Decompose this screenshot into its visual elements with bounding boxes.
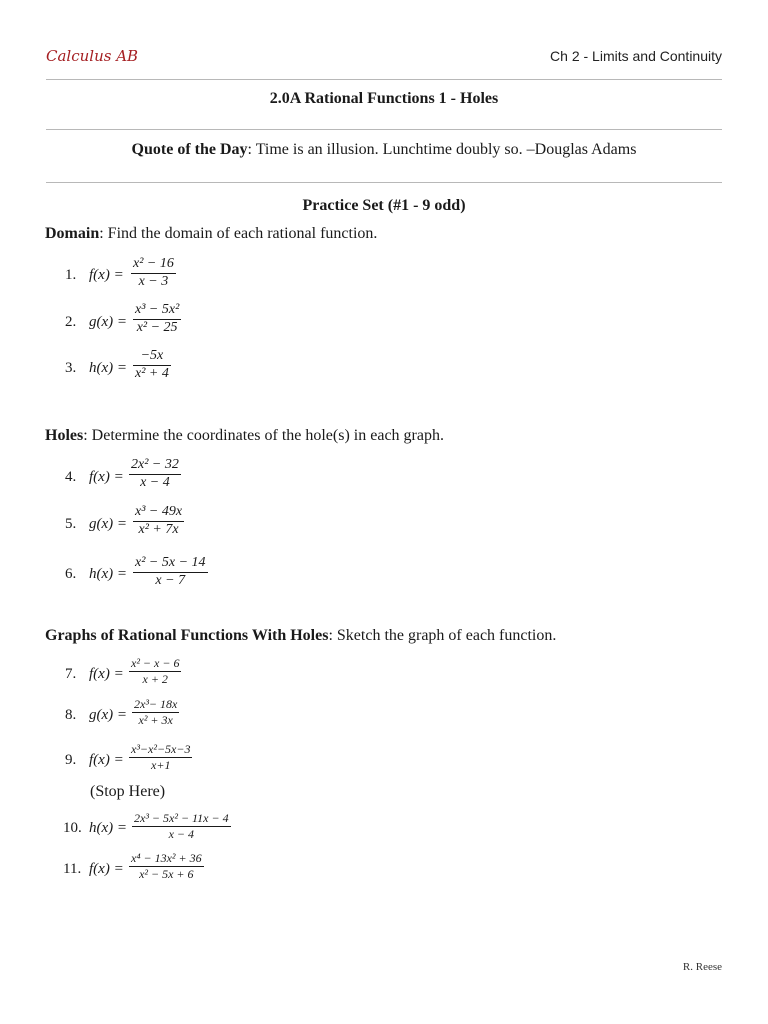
- numerator: x² − 16: [131, 256, 176, 274]
- denominator: x+1: [151, 758, 171, 772]
- section-graphs: [45, 627, 556, 645]
- divider: [46, 182, 722, 183]
- denominator: x² − 5x + 6: [139, 867, 194, 881]
- fraction: [129, 851, 204, 882]
- numerator: x³ − 49x: [133, 504, 184, 522]
- denominator: x − 4: [140, 475, 170, 490]
- problem-number: 1.: [65, 267, 77, 283]
- fraction: [129, 742, 192, 773]
- numerator: x⁴ − 13x² + 36: [131, 851, 202, 865]
- numerator: x² − 5x − 14: [133, 555, 208, 573]
- function-name: f(x) =: [89, 666, 124, 682]
- denominator: x − 7: [155, 573, 186, 588]
- fraction: [133, 504, 184, 538]
- fraction: [132, 697, 179, 728]
- section-holes: [45, 427, 444, 445]
- function-name: h(x) =: [89, 820, 128, 836]
- function-name: g(x) =: [89, 707, 128, 723]
- problem-number: 3.: [65, 360, 77, 376]
- problem-number: 6.: [65, 566, 77, 582]
- denominator: x² − 25: [136, 320, 178, 335]
- problem-number: 7.: [65, 666, 77, 682]
- section-instruction: : Find the domain of each rational function.: [99, 225, 378, 242]
- fraction: [132, 811, 231, 842]
- fraction: [131, 256, 176, 290]
- author-name: R. Reese: [682, 961, 722, 973]
- divider: [46, 79, 722, 80]
- function-name: f(x) =: [89, 267, 124, 283]
- numerator: x³−x²−5x−3: [131, 742, 191, 756]
- problem-number: 9.: [65, 752, 77, 768]
- function-name: f(x) =: [89, 752, 124, 768]
- fraction: [129, 656, 181, 687]
- quote-label: Quote of the Day: [131, 141, 248, 158]
- problem-number: 8.: [65, 707, 77, 723]
- function-name: f(x) =: [89, 469, 124, 485]
- divider: [46, 129, 722, 130]
- function-name: g(x) =: [89, 516, 128, 532]
- section-label: Domain: [45, 225, 100, 242]
- numerator: x² − x − 6: [131, 656, 180, 670]
- numerator: −5x: [133, 348, 171, 366]
- problem-number: 10.: [63, 820, 82, 836]
- problem-number: 11.: [63, 861, 82, 877]
- section-label: Graphs of Rational Functions With Holes: [45, 627, 329, 644]
- quote-text: : Time is an illusion. Lunchtime doubly so. –Douglas Adams: [247, 141, 637, 158]
- problem-number: 5.: [65, 516, 77, 532]
- numerator: 2x³− 18x: [134, 697, 178, 711]
- fraction: [129, 457, 181, 491]
- numerator: x³ − 5x²: [133, 302, 181, 320]
- fraction: [133, 302, 181, 336]
- fraction: [133, 555, 208, 589]
- lesson-title: 2.0A Rational Functions 1 - Holes: [269, 90, 499, 107]
- function-name: h(x) =: [89, 566, 128, 582]
- quote-of-the-day: [46, 141, 722, 159]
- section-label: Holes: [45, 427, 84, 444]
- function-name: f(x) =: [89, 861, 124, 877]
- denominator: x − 3: [138, 274, 169, 289]
- section-instruction: : Determine the coordinates of the hole(s) in each graph.: [83, 427, 444, 444]
- denominator: x² + 3x: [138, 713, 173, 727]
- numerator: 2x³ − 5x² − 11x − 4: [134, 811, 229, 825]
- function-name: h(x) =: [89, 360, 128, 376]
- fraction: [133, 348, 171, 382]
- numerator: 2x² − 32: [129, 457, 181, 475]
- denominator: x² + 4: [135, 366, 169, 381]
- course-name: Calculus AB: [46, 47, 139, 65]
- problem-number: 4.: [65, 469, 77, 485]
- problem-number: 2.: [65, 314, 77, 330]
- section-domain: [45, 225, 377, 243]
- function-name: g(x) =: [89, 314, 128, 330]
- denominator: x − 4: [168, 827, 194, 841]
- denominator: x + 2: [142, 672, 168, 686]
- section-instruction: : Sketch the graph of each function.: [328, 627, 557, 644]
- chapter-title: Ch 2 - Limits and Continuity: [550, 48, 722, 64]
- practice-set-title: Practice Set (#1 - 9 odd): [302, 197, 466, 214]
- denominator: x² + 7x: [138, 522, 179, 537]
- stop-here-note: (Stop Here): [90, 783, 166, 800]
